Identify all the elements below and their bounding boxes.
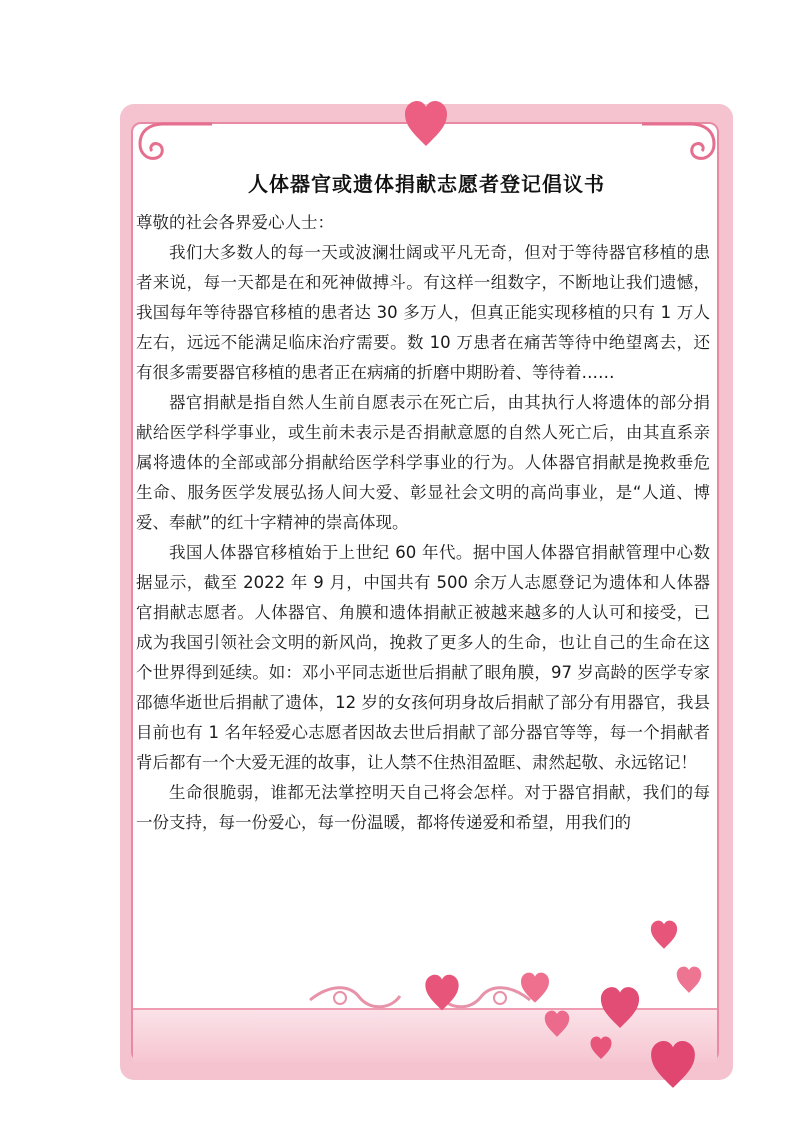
- paragraph-1: 我们大多数人的每一天或波澜壮阔或平凡无奇，但对于等待器官移植的患者来说，每一天都是在和死神做搏斗。有这样一组数字，不断地让我们遗憾，我国每年等待器官移植的患者达 30 多万人，但真正能实现移植的只有 1 万人左右，远远不能满足临床治疗需要。数 10 万患者在痛苦等待中绝望离去，还有很多需要器官移植的患者正在病痛的折磨中期盼着、等待着……: [136, 243, 710, 382]
- heart-icon: [650, 1040, 696, 1090]
- letter-body: [136, 208, 710, 838]
- left-swirl-ornament: [134, 118, 214, 164]
- bottom-scroll-ornament: [300, 980, 540, 1016]
- document-title: 人体器官或遗体捐献志愿者登记倡议书: [248, 172, 605, 196]
- heart-icon: [650, 920, 678, 950]
- top-heart-icon: [404, 100, 448, 148]
- paragraph-4: 生命很脆弱，谁都无法掌控明天自己将会怎样。对于器官捐献，我们的每一份支持，每一份爱心，每一份温暖，都将传递爱和希望，用我们的: [136, 783, 710, 832]
- heart-icon: [520, 972, 550, 1004]
- salutation: 尊敬的社会各界爱心人士：: [136, 213, 334, 232]
- heart-icon: [590, 1036, 612, 1060]
- heart-icon: [424, 974, 460, 1012]
- heart-icon: [676, 966, 702, 994]
- right-swirl-ornament: [640, 118, 720, 164]
- paragraph-2: 器官捐献是指自然人生前自愿表示在死亡后，由其执行人将遗体的部分捐献给医学科学事业，或生前未表示是否捐献意愿的自然人死亡后，由其直系亲属将遗体的全部或部分捐献给医学科学事业的行为。人体器官捐献是挽救垂危生命、服务医学发展弘扬人间大爱、彰显社会文明的高尚事业，是“人道、博爱、奉献”的红十字精神的崇高体现。: [136, 393, 710, 532]
- heart-icon: [544, 1010, 570, 1038]
- heart-icon: [600, 986, 640, 1030]
- paragraph-3: 我国人体器官移植始于上世纪 60 年代。据中国人体器官捐献管理中心数据显示，截至 2022 年 9 月，中国共有 500 余万人志愿登记为遗体和人体器官捐献志愿者。人体器官、角膜和遗体捐献正被越来越多的人认可和接受，已成为我国引领社会文明的新风尚，挽救了更多人的生命，也让自己的生命在这个世界得到延续。如：邓小平同志逝世后捐献了眼角膜，97 岁高龄的医学专家邵德华逝世后捐献了遗体，12 岁的女孩何玥身故后捐献了部分有用器官，我县目前也有 1 名年轻爱心志愿者因故去世后捐献了部分器官等等，每一个捐献者背后都有一个大爱无涯的故事，让人禁不住热泪盈眶、肃然起敬、永远铭记！: [136, 543, 710, 772]
